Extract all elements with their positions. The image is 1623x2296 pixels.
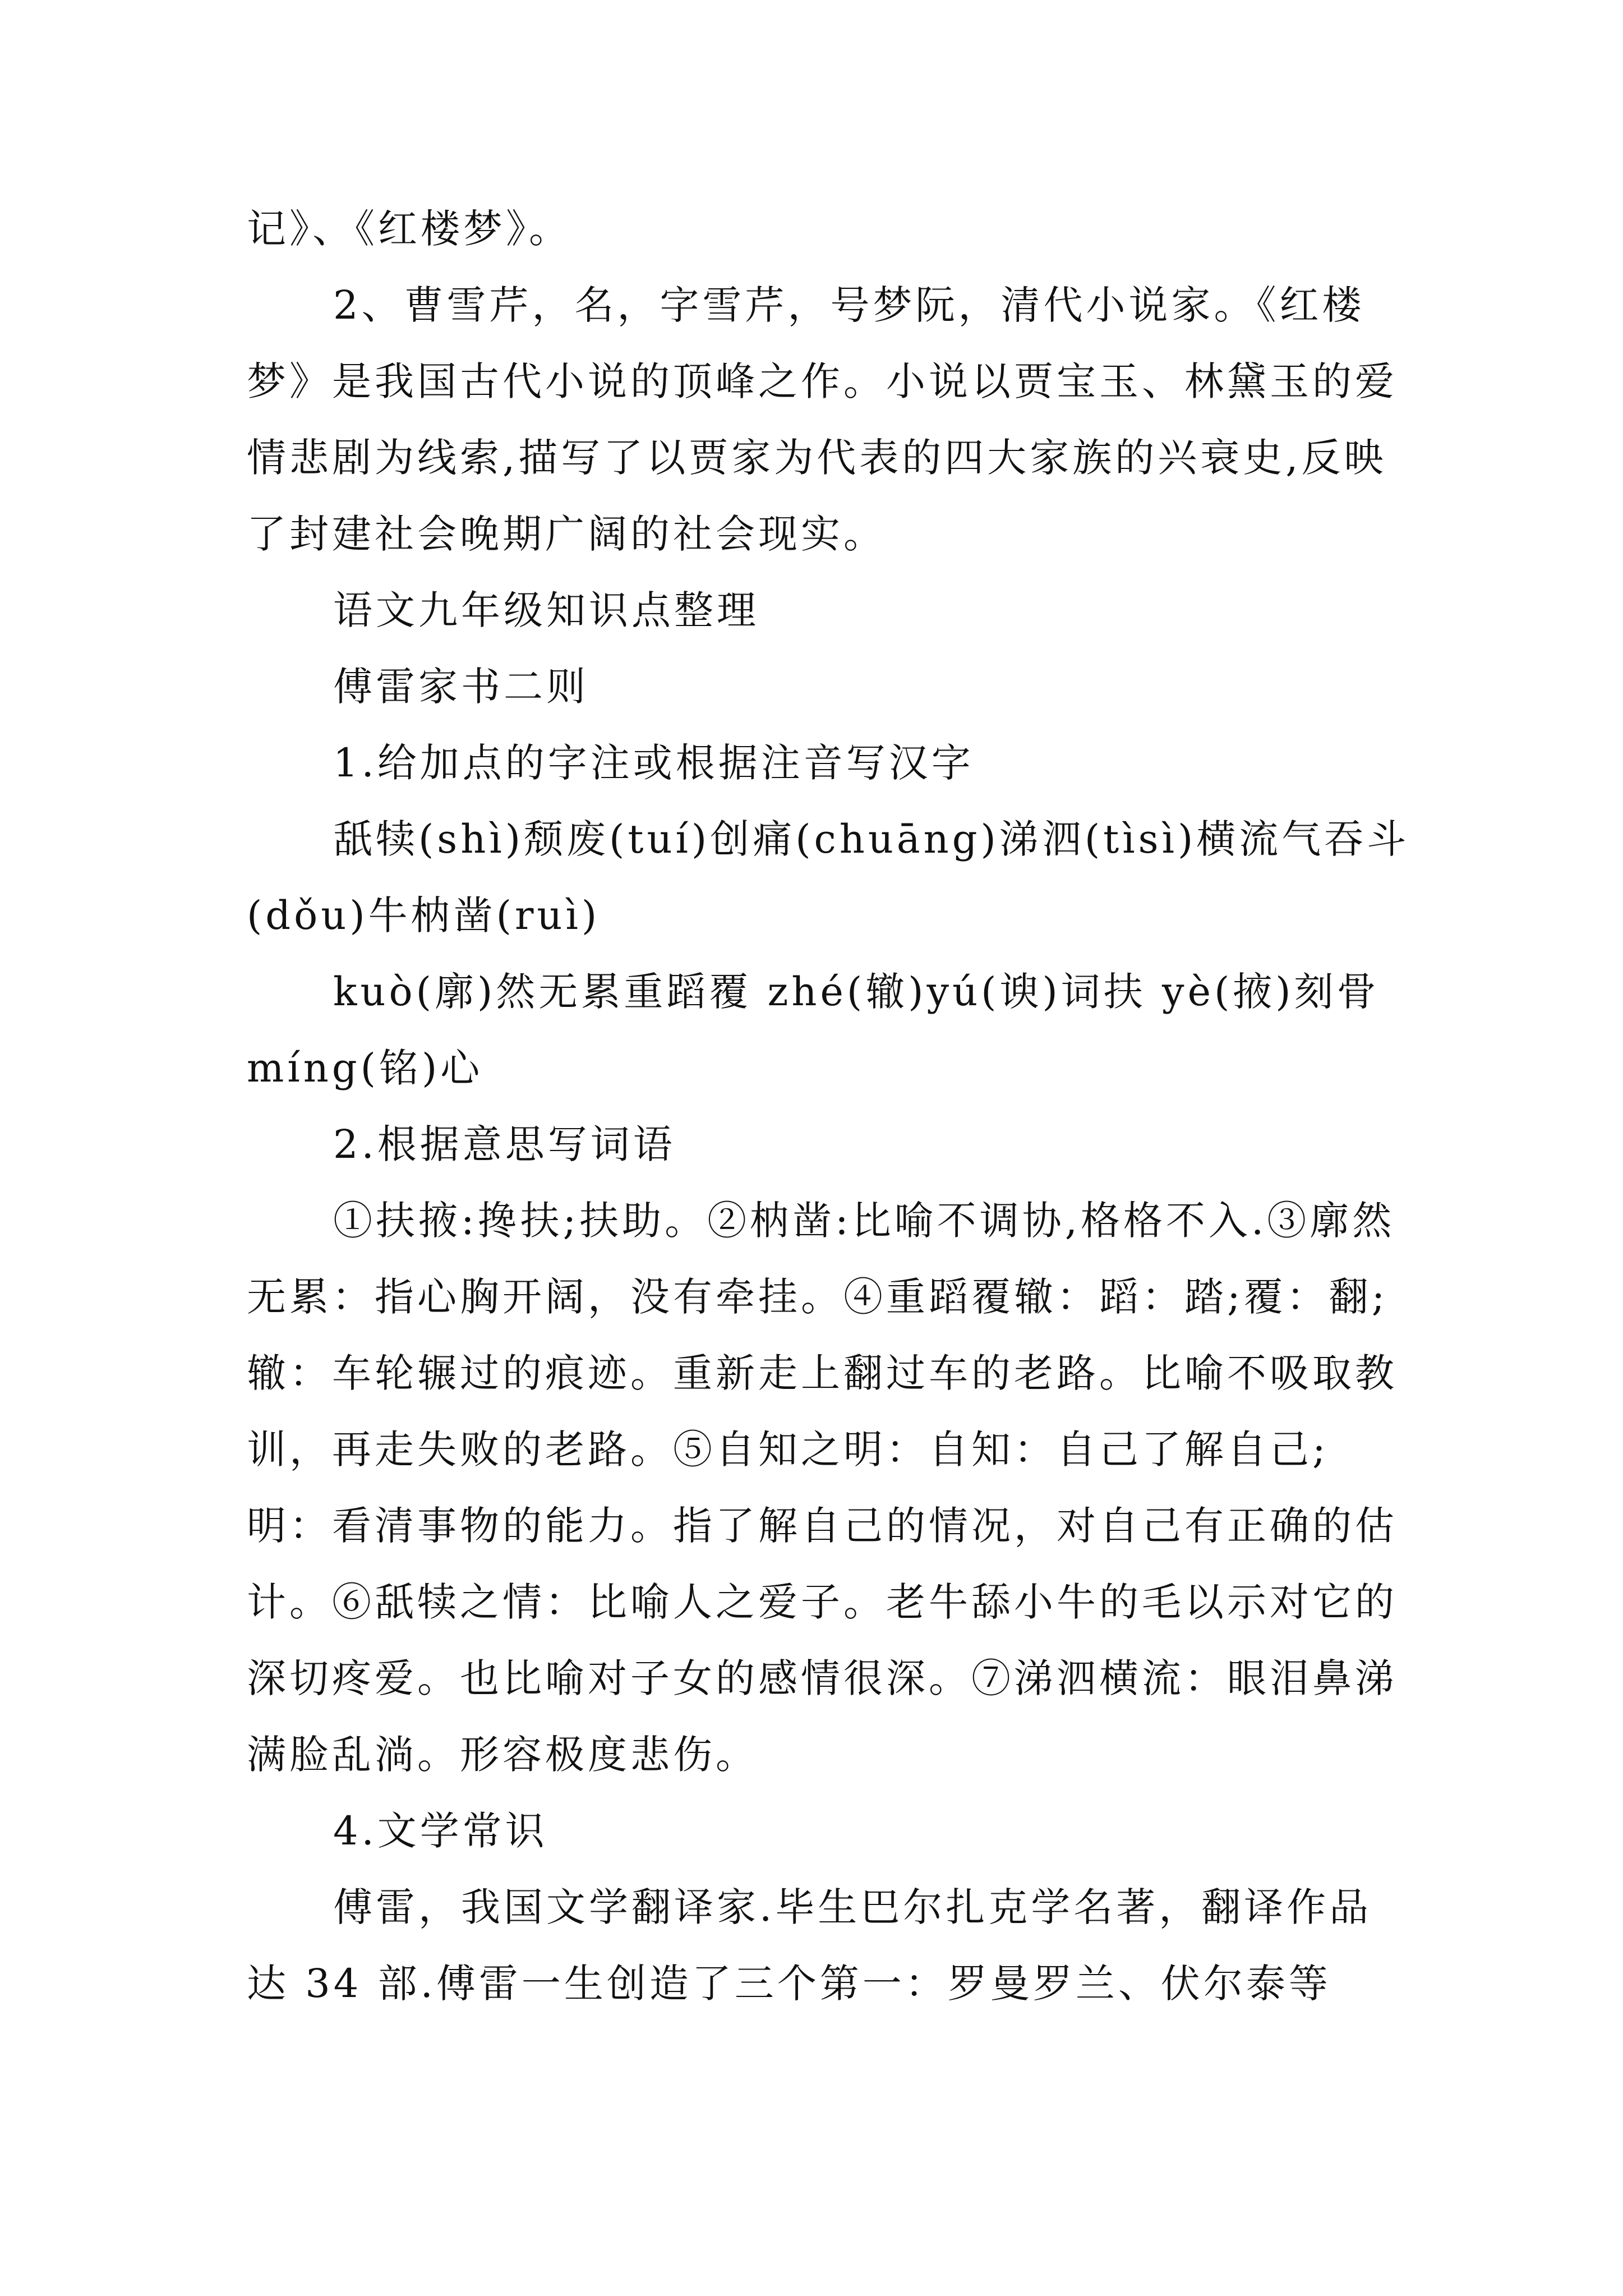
pinyin-list-1: 舐犊(shì)颓废(tuí)创痛(chuāng)涕泗(tìsì)横流气吞斗(dǒu)牛枘凿(ruì) bbox=[247, 816, 1410, 938]
exercise-heading-literature: 4.文学常识 bbox=[333, 1808, 548, 1854]
paragraph-cao-xueqin: 2、曹雪芹，名，字雪芹，号梦阮，清代小说家。《红楼梦》是我国古代小说的顶峰之作。小说以贾宝玉、林黛玉的爱情悲剧为线索,描写了以贾家为代表的四大家族的兴衰史,反映了封建社会晚期广阔的社会现实。 bbox=[247, 282, 1398, 557]
section-title: 语文九年级知识点整理 bbox=[333, 587, 759, 633]
paragraph-continuation: 记》、《红楼梦》。 bbox=[247, 206, 571, 252]
lesson-title: 傅雷家书二则 bbox=[333, 664, 589, 710]
pinyin-list-2: kuò(廓)然无累重蹈覆 zhé(辙)yú(谀)词扶 yè(掖)刻骨 míng(铭)心 bbox=[247, 969, 1380, 1091]
vocabulary-definitions: ①扶掖:搀扶;扶助。②枘凿:比喻不调协,格格不入.③廓然无累：指心胸开阔，没有牵挂。④重蹈覆辙：蹈：踏;覆：翻;辙：车轮辗过的痕迹。重新走上翻过车的老路。比喻不吸取教训，再走失败的老路。⑤自知之明：自知：自己了解自己;明：看清事物的能力。指了解自己的情况，对自己有正确的估计。⑥舐犊之情：比喻人之爱子。老牛舔小牛的毛以示对它的深切疼爱。也比喻对子女的感情很深。⑦涕泗横流：眼泪鼻涕满脸乱淌。形容极度悲伤。 bbox=[247, 1198, 1398, 1778]
document-body bbox=[247, 191, 1413, 2022]
exercise-heading-vocabulary: 2.根据意思写词语 bbox=[333, 1121, 676, 1167]
fu-lei-paragraph: 傅雷，我国文学翻译家.毕生巴尔扎克学名著，翻译作品达 34 部.傅雷一生创造了三个第一：罗曼罗兰、伏尔泰等 bbox=[247, 1884, 1372, 2007]
exercise-heading-pinyin: 1.给加点的字注或根据注音写汉字 bbox=[333, 740, 974, 786]
